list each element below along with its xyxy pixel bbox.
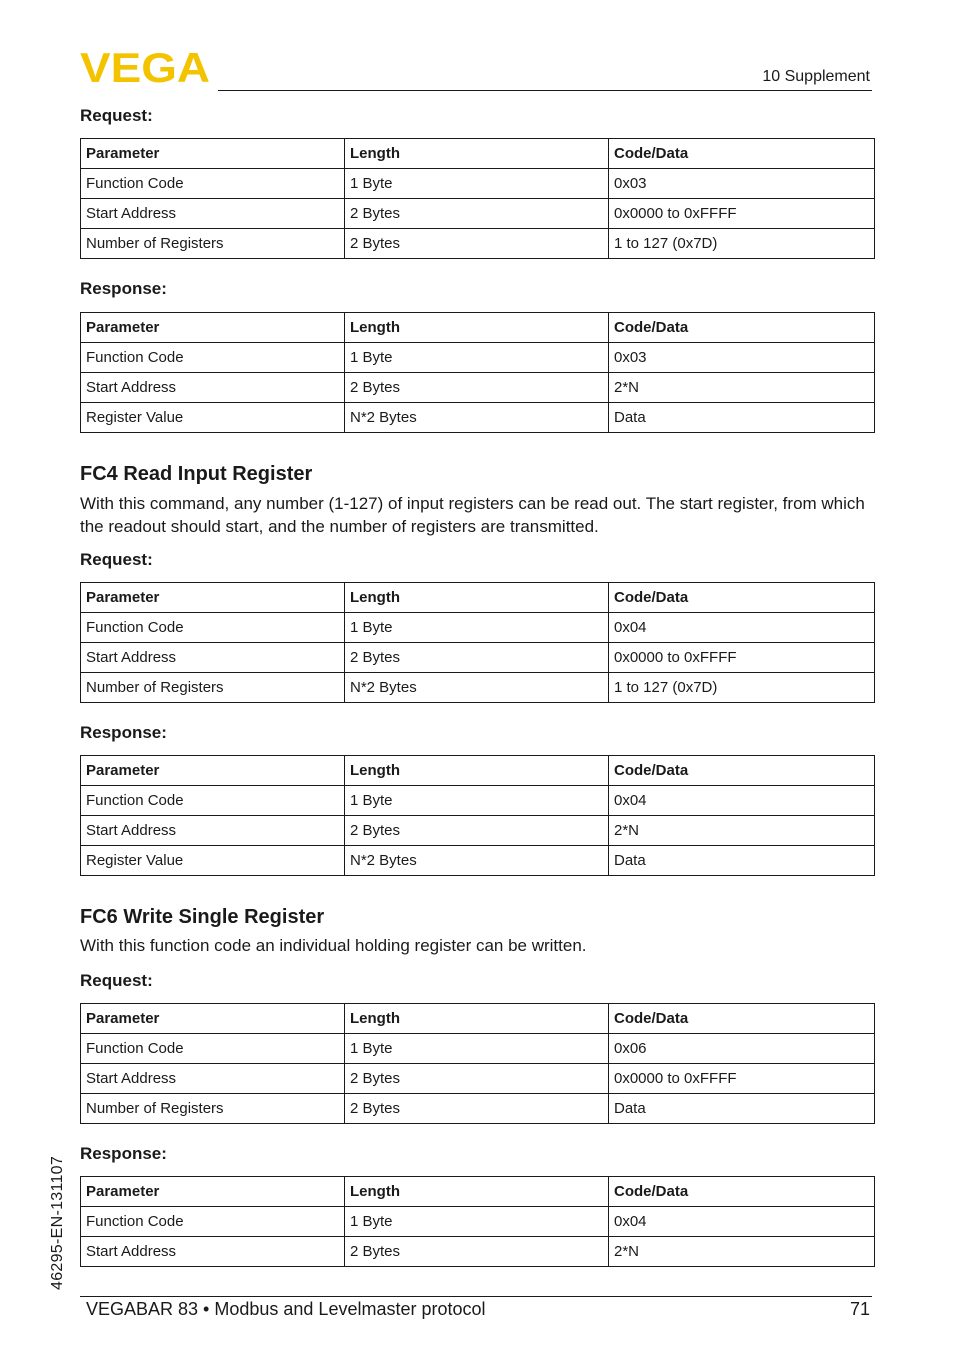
- column-header: Length: [345, 756, 609, 786]
- table-header-row: [81, 313, 875, 343]
- table-cell: 1 Byte: [345, 343, 609, 373]
- column-header: Parameter: [81, 756, 345, 786]
- fc6-response-block: [80, 1143, 874, 1267]
- table-cell: 1 Byte: [345, 613, 609, 643]
- table-cell: 1 Byte: [345, 1034, 609, 1064]
- table-cell: 0x0000 to 0xFFFF: [609, 199, 875, 229]
- fc4-description: With this command, any number (1-127) of input registers can be read out. The start register, from which the readout should start, and the number of registers are transmitted.: [80, 494, 865, 536]
- table-cell: N*2 Bytes: [345, 846, 609, 876]
- column-header: Parameter: [81, 139, 345, 169]
- table-cell: 2 Bytes: [345, 199, 609, 229]
- table-cell: Start Address: [81, 816, 345, 846]
- table-cell: Start Address: [81, 1064, 345, 1094]
- table-row: [81, 816, 875, 846]
- fc6-heading: FC6 Write Single Register: [80, 906, 325, 928]
- fc6-description: With this function code an individual holding register can be written.: [80, 936, 587, 955]
- table-cell: 0x04: [609, 613, 875, 643]
- fc4-response-block: [80, 722, 874, 876]
- table-cell: Function Code: [81, 1034, 345, 1064]
- table-cell: 2*N: [609, 816, 875, 846]
- fc4-heading: FC4 Read Input Register: [80, 463, 313, 485]
- table-cell: Function Code: [81, 1207, 345, 1237]
- table-cell: 0x04: [609, 1207, 875, 1237]
- table-cell: 0x03: [609, 169, 875, 199]
- table-cell: 0x0000 to 0xFFFF: [609, 643, 875, 673]
- table-cell: 1 Byte: [345, 786, 609, 816]
- column-header: Parameter: [81, 313, 345, 343]
- table-cell: Register Value: [81, 846, 345, 876]
- table-cell: 2*N: [609, 1237, 875, 1267]
- column-header: Length: [345, 313, 609, 343]
- section-label: 10 Supplement: [762, 68, 870, 85]
- fc6-request-label: Request:: [80, 971, 153, 990]
- table-cell: Data: [609, 1094, 875, 1124]
- table-header-row: [81, 756, 875, 786]
- table-row: [81, 1064, 875, 1094]
- column-header: Length: [345, 1004, 609, 1034]
- table-row: [81, 786, 875, 816]
- fc4-response-table: [80, 755, 875, 876]
- fc4-request-block: [80, 549, 874, 703]
- table-cell: Number of Registers: [81, 1094, 345, 1124]
- table-cell: 2 Bytes: [345, 229, 609, 259]
- fc3-response-label: Response:: [80, 279, 167, 298]
- table-cell: 1 Byte: [345, 1207, 609, 1237]
- fc4-intro: [80, 461, 874, 538]
- fc4-request-label: Request:: [80, 550, 153, 569]
- table-cell: Function Code: [81, 786, 345, 816]
- table-row: [81, 1094, 875, 1124]
- table-cell: Start Address: [81, 199, 345, 229]
- fc3-request-label: Request:: [80, 106, 153, 125]
- table-cell: 1 to 127 (0x7D): [609, 673, 875, 703]
- vega-logo: [80, 50, 212, 84]
- document-code: 46295-EN-131107: [49, 1155, 66, 1290]
- table-cell: 1 Byte: [345, 169, 609, 199]
- table-header-row: [81, 139, 875, 169]
- fc6-response-table: [80, 1176, 875, 1267]
- table-cell: Data: [609, 846, 875, 876]
- header-rule: [218, 90, 872, 91]
- table-cell: N*2 Bytes: [345, 673, 609, 703]
- table-cell: Function Code: [81, 169, 345, 199]
- vega-logo-text: VEGA: [80, 50, 210, 84]
- fc4-response-label: Response:: [80, 723, 167, 742]
- column-header: Code/Data: [609, 1004, 875, 1034]
- column-header: Length: [345, 1177, 609, 1207]
- fc3-response-table: [80, 312, 875, 433]
- table-row: [81, 613, 875, 643]
- fc3-request-block: [80, 105, 874, 259]
- table-row: [81, 1034, 875, 1064]
- column-header: Parameter: [81, 1177, 345, 1207]
- fc6-intro: [80, 904, 874, 957]
- table-cell: 1 to 127 (0x7D): [609, 229, 875, 259]
- footer-rule: [80, 1296, 872, 1297]
- table-cell: 2*N: [609, 373, 875, 403]
- table-cell: 0x04: [609, 786, 875, 816]
- fc6-response-label: Response:: [80, 1144, 167, 1163]
- table-cell: N*2 Bytes: [345, 403, 609, 433]
- table-cell: 2 Bytes: [345, 1237, 609, 1267]
- table-cell: 2 Bytes: [345, 1064, 609, 1094]
- table-cell: 2 Bytes: [345, 373, 609, 403]
- table-cell: Number of Registers: [81, 673, 345, 703]
- table-row: [81, 846, 875, 876]
- table-cell: Function Code: [81, 343, 345, 373]
- fc3-request-table: [80, 138, 875, 259]
- column-header: Code/Data: [609, 1177, 875, 1207]
- table-row: [81, 169, 875, 199]
- fc6-request-block: [80, 970, 874, 1124]
- table-header-row: [81, 583, 875, 613]
- column-header: Code/Data: [609, 756, 875, 786]
- fc6-request-table: [80, 1003, 875, 1124]
- page-number: 71: [849, 1299, 870, 1319]
- column-header: Length: [345, 139, 609, 169]
- table-cell: 2 Bytes: [345, 816, 609, 846]
- table-row: [81, 1207, 875, 1237]
- column-header: Parameter: [81, 583, 345, 613]
- table-row: [81, 643, 875, 673]
- table-header-row: [81, 1177, 875, 1207]
- table-row: [81, 403, 875, 433]
- column-header: Parameter: [81, 1004, 345, 1034]
- table-row: [81, 199, 875, 229]
- column-header: Code/Data: [609, 139, 875, 169]
- table-cell: Start Address: [81, 373, 345, 403]
- fc4-request-table: [80, 582, 875, 703]
- table-row: [81, 343, 875, 373]
- table-row: [81, 1237, 875, 1267]
- table-cell: Number of Registers: [81, 229, 345, 259]
- table-cell: Start Address: [81, 1237, 345, 1267]
- table-cell: 2 Bytes: [345, 1094, 609, 1124]
- table-cell: Function Code: [81, 613, 345, 643]
- table-row: [81, 373, 875, 403]
- column-header: Length: [345, 583, 609, 613]
- column-header: Code/Data: [609, 583, 875, 613]
- table-row: [81, 229, 875, 259]
- table-cell: 2 Bytes: [345, 643, 609, 673]
- table-cell: 0x03: [609, 343, 875, 373]
- column-header: Code/Data: [609, 313, 875, 343]
- fc3-response-block: [80, 278, 874, 433]
- table-cell: Data: [609, 403, 875, 433]
- table-header-row: [81, 1004, 875, 1034]
- table-cell: Start Address: [81, 643, 345, 673]
- footer-title: VEGABAR 83 • Modbus and Levelmaster protocol: [86, 1299, 486, 1319]
- table-cell: Register Value: [81, 403, 345, 433]
- table-cell: 0x0000 to 0xFFFF: [609, 1064, 875, 1094]
- table-cell: 0x06: [609, 1034, 875, 1064]
- table-row: [81, 673, 875, 703]
